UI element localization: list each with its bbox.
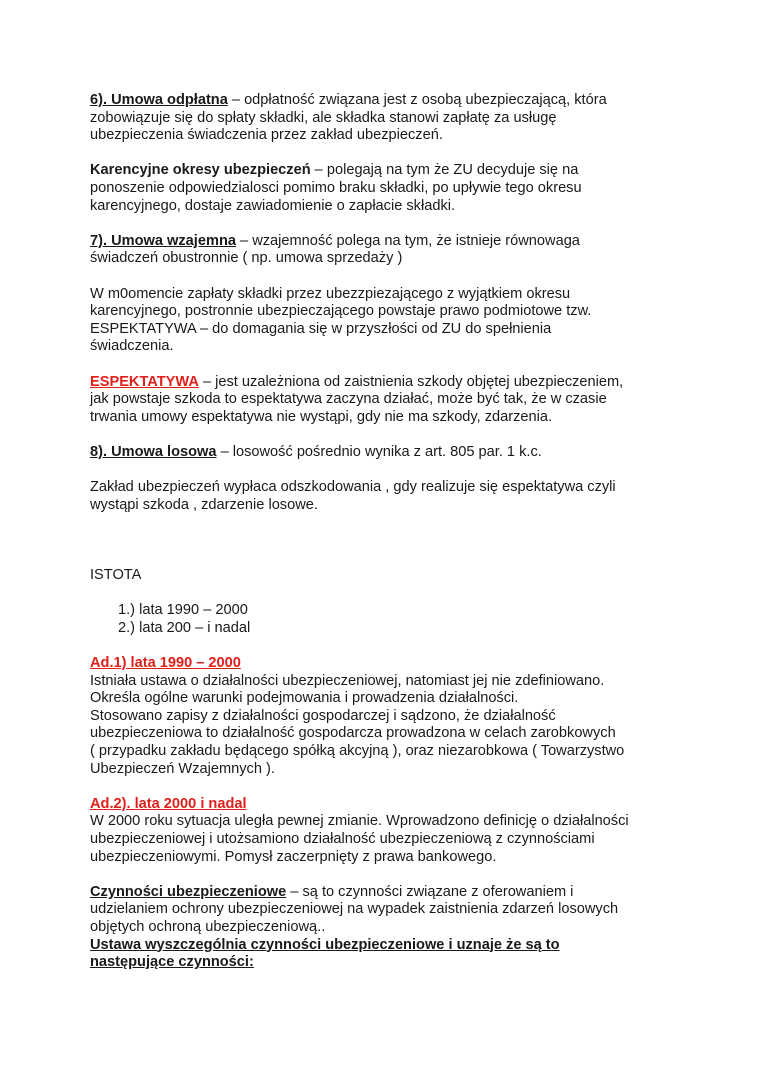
heading-umowa-losowa: 8). Umowa losowa (90, 443, 217, 460)
heading-karencyjne: Karencyjne okresy ubezpieczeń (90, 162, 311, 179)
list-item: 1.) lata 1990 – 2000 (118, 602, 248, 619)
heading-espektatywa: ESPEKTATYWA (90, 373, 199, 390)
heading-ad1: Ad.1) lata 1990 – 2000 (90, 655, 241, 671)
paragraph-czynnosci: Czynności ubezpieczeniowe – są to czynności związane z oferowaniem i udzielaniem ochrony ubezpieczeniowej na wypadek zaistnienia zdarzeń losowych objętych ochroną ubezpieczeniową.. Ustawa wyszczególnia czynności ubezpieczeniowe i uznaje że są to następujące czynności: (90, 883, 619, 971)
heading-nastepujace: następujące czynności: (90, 954, 254, 971)
paragraph-umowa-wzajemna: 7). Umowa wzajemna – wzajemność polega na tym, że istnieje równowaga świadczeń obustronnie ( np. umowa sprzedaży ) (90, 232, 580, 267)
period-list (90, 602, 670, 637)
paragraph-karencyjne: Karencyjne okresy ubezpieczeń – polegają na tym że ZU decyduje się na ponoszenie odpowiedzialosci pomimo braku składki, po upływie tego okresu karencyjnego, dostaje zawiadomienie o zapłacie składki. (90, 162, 582, 214)
paragraph-espektatywa: ESPEKTATYWA – jest uzależniona od zaistnienia szkody objętej ubezpieczeniem, jak powstaje szkoda to espektatywa zaczyna działać, może być tak, że w czasie trwania umowy espektatywa nie wystąpi, gdy nie ma szkody, zdarzenia. (90, 373, 624, 425)
document-page (90, 92, 670, 972)
heading-umowa-wzajemna: 7). Umowa wzajemna (90, 232, 236, 249)
heading-ustawa: Ustawa wyszczególnia czynności ubezpieczeniowe i uznaje że są to (90, 936, 560, 953)
paragraph-ad2: Ad.2). lata 2000 i nadal W 2000 roku sytuacja uległa pewnej zmianie. Wprowadzono definicję o działalności ubezpieczeniowej i utożsamiono działalność ubezpieczeniową z czynnościami ubezpieczeniowymi. Pomysł zaczerpnięty z prawa bankowego. (90, 795, 629, 865)
list-item: 2.) lata 200 – i nadal (118, 619, 251, 636)
paragraph-umowa-losowa: 8). Umowa losowa – losowość pośrednio wynika z art. 805 par. 1 k.c. (90, 443, 542, 460)
paragraph-ad1: Ad.1) lata 1990 – 2000 Istniała ustawa o działalności ubezpieczeniowej, natomiast jej nie zdefiniowano. Określa ogólne warunki podejmowania i prowadzenia działalności. Stosowano zapisy z działalności gospodarczej i sądzono, że działalność ubezpieczeniowa to działalność gospodarcza prowadzona w celach zarobkowych ( przypadku zakładu będącego spółką akcyjną ), oraz niezarobkowa ( Towarzystwo Ubezpieczeń Wzajemnych ). (90, 655, 625, 777)
paragraph-moment-zaplaty: W m0omencie zapłaty składki przez ubezzpiezającego z wyjątkiem okresu karencyjnego, postronnie ubezpieczającego powstaje prawo podmiotowe tzw. ESPEKTATYWA – do domagania się w przyszłości od ZU do spełnienia świadczenia. (90, 285, 592, 355)
paragraph-umowa-odplatna: 6). Umowa odpłatna – odpłatność związana jest z osobą ubezpieczającą, która zobowiązuje się do spłaty składki, ale składka stanowi zapłatę za usługę ubezpieczenia świadczenia przez zakład ubezpieczeń. (90, 92, 607, 144)
paragraph-zaklad-wyplaca: Zakład ubezpieczeń wypłaca odszkodowania , gdy realizuje się espektatywa czyli wystąpi szkoda , zdarzenie losowe. (90, 479, 616, 513)
heading-ad2: Ad.2). lata 2000 i nadal (90, 795, 247, 812)
heading-umowa-odplatna: 6). Umowa odpłatna (90, 92, 228, 108)
heading-czynnosci: Czynności ubezpieczeniowe (90, 883, 287, 900)
section-heading-istota: ISTOTA (90, 567, 142, 584)
